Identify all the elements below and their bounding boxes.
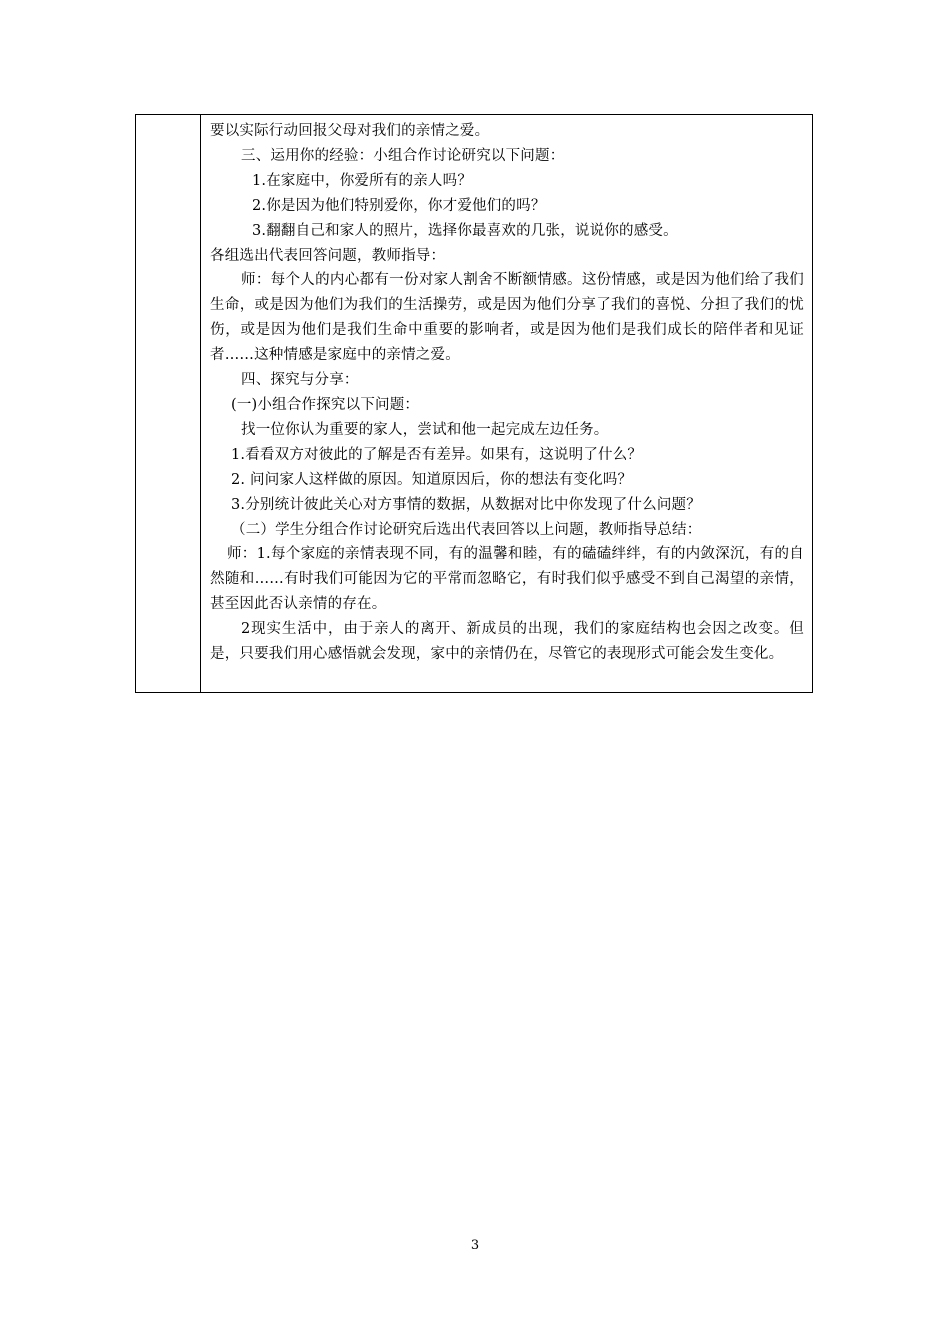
section-heading: 四、探究与分享： xyxy=(241,372,359,389)
paragraph: 各组选出代表回答问题，教师指导： xyxy=(210,247,446,264)
list-item: 3.分别统计彼此关心对方事情的数据，从数据对比中你发现了什么问题？ xyxy=(231,496,701,513)
subsection-heading: （二）学生分组合作讨论研究后选出代表回答以上问题，教师指导总结： xyxy=(231,521,702,538)
subsection-heading: (一)小组合作探究以下问题： xyxy=(231,396,420,413)
paragraph: 找一位你认为重要的家人，尝试和他一起完成左边任务。 xyxy=(241,421,609,438)
page-number: 3 xyxy=(470,1238,480,1253)
list-item: 3.翻翻自己和家人的照片，选择你最喜欢的几张，说说你的感受。 xyxy=(252,222,678,239)
teacher-paragraph: 师：每个人的内心都有一份对家人割舍不断额情感。这份情感，或是因为他们给了我们生命，或是因为他们为我们的生活操劳，或是因为他们分享了我们的喜悦、分担了我们的忧伤，或是因为他们是我们生命中重要的影响者，或是因为他们是我们成长的陪伴者和见证者……这种情感是家庭中的亲情之爱。 xyxy=(210,272,804,364)
list-item: 2. 问问家人这样做的原因。知道原因后，你的想法有变化吗？ xyxy=(231,471,633,488)
paragraph: 2现实生活中，由于亲人的离开、新成员的出现，我们的家庭结构也会因之改变。但是，只要我们用心感悟就会发现，家中的亲情仍在，尽管它的表现形式可能会发生变化。 xyxy=(210,621,804,663)
list-item: 2.你是因为他们特别爱你，你才爱他们的吗？ xyxy=(252,197,546,214)
list-item: 1.在家庭中，你爱所有的亲人吗？ xyxy=(252,172,473,189)
lesson-table xyxy=(135,114,813,693)
paragraph: 要以实际行动回报父母对我们的亲情之爱。 xyxy=(210,123,490,139)
table-content-cell xyxy=(201,115,812,692)
section-heading: 三、运用你的经验：小组合作讨论研究以下问题： xyxy=(241,147,565,164)
teacher-paragraph: 师：1.每个家庭的亲情表现不同，有的温馨和睦，有的磕磕绊绊，有的内敛深沉，有的自然随和……有时我们可能因为它的平常而忽略它，有时我们似乎感受不到自己渴望的亲情，甚至因此否认亲情的存在。 xyxy=(210,546,804,613)
list-item: 1.看看双方对彼此的了解是否有差异。如果有，这说明了什么？ xyxy=(231,446,643,463)
table-left-cell xyxy=(136,115,201,692)
